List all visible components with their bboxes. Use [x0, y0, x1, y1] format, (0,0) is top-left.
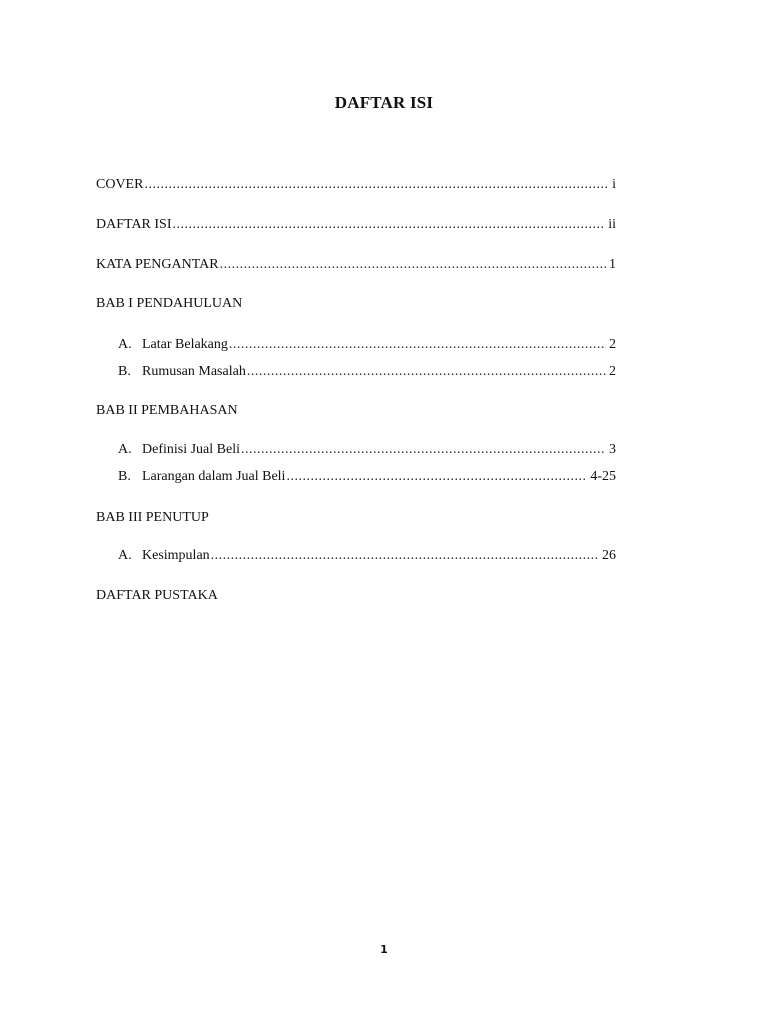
- list-marker: A.: [118, 337, 132, 352]
- toc-subentry-definisi-jual-beli: [118, 441, 616, 459]
- toc-entry-label: Latar Belakang: [142, 337, 228, 352]
- toc-entry-kata-pengantar: [96, 256, 616, 274]
- toc-entry-daftar-isi: [96, 216, 616, 234]
- toc-subentry-latar-belakang: [118, 336, 616, 354]
- toc-page-number: 2: [609, 364, 616, 379]
- toc-page-number: 2: [609, 337, 616, 352]
- toc-entry-label: Definisi Jual Beli: [142, 442, 240, 457]
- toc-entry-label: Kesimpulan: [142, 548, 210, 563]
- toc-page-number: 26: [602, 548, 616, 563]
- toc-page-number: i: [612, 177, 616, 192]
- list-marker: B.: [118, 364, 131, 379]
- toc-subentry-rumusan-masalah: [118, 363, 616, 381]
- dot-leader: [144, 176, 609, 194]
- dot-leader: [220, 256, 606, 274]
- page-title: DAFTAR ISI: [334, 93, 434, 112]
- dot-leader: [229, 336, 606, 354]
- toc-entry-daftar-pustaka: DAFTAR PUSTAKA: [96, 588, 218, 603]
- toc-page-number: 3: [609, 442, 616, 457]
- toc-page-number: ii: [608, 217, 616, 232]
- list-marker: A.: [118, 548, 132, 563]
- page-number-footer: 1: [380, 943, 388, 956]
- toc-page-number: 4-25: [590, 469, 616, 484]
- chapter-heading-bab-3: BAB III PENUTUP: [96, 510, 209, 525]
- toc-entry-cover: [96, 176, 616, 194]
- chapter-heading-bab-1: BAB I PENDAHULUAN: [96, 296, 243, 311]
- toc-entry-label: Rumusan Masalah: [142, 364, 246, 379]
- toc-subentry-larangan-jual-beli: [118, 468, 616, 486]
- toc-entry-label: DAFTAR ISI: [96, 217, 172, 232]
- toc-entry-label: KATA PENGANTAR: [96, 257, 219, 272]
- chapter-heading-bab-2: BAB II PEMBAHASAN: [96, 403, 238, 418]
- toc-subentry-kesimpulan: [118, 547, 616, 565]
- toc-entry-label: Larangan dalam Jual Beli: [142, 469, 286, 484]
- toc-page-number: 1: [609, 257, 616, 272]
- dot-leader: [211, 547, 599, 565]
- dot-leader: [247, 363, 606, 381]
- list-marker: A.: [118, 442, 132, 457]
- dot-leader: [173, 216, 606, 234]
- list-marker: B.: [118, 469, 131, 484]
- dot-leader: [241, 441, 606, 459]
- toc-entry-label: COVER: [96, 177, 144, 192]
- dot-leader: [286, 468, 587, 486]
